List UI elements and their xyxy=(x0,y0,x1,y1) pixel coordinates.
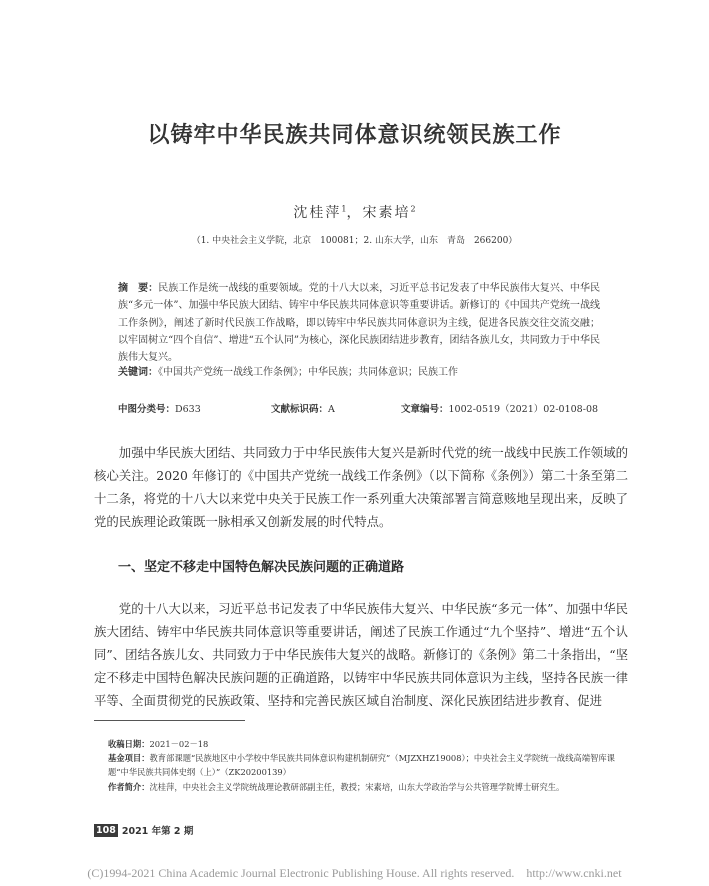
footnote-divider xyxy=(94,720,245,721)
author-line xyxy=(0,202,709,222)
page-number: 108 xyxy=(96,824,116,836)
footnote-author xyxy=(94,780,628,794)
author-separator: ， xyxy=(346,205,363,221)
article-number xyxy=(401,401,598,415)
section-heading: 一、坚定不移走中国特色解决民族问题的正确道路 xyxy=(118,560,405,575)
clc-value: D633 xyxy=(175,404,201,415)
section-paragraph: 党的十八大以来，习近平总书记发表了中华民族伟大复兴、中华民族“多元一体”、加强中华民族大团结、铸牢中华民族共同体意识等重要讲话，阐述了民族工作通过“九个坚持”、增进“五个认同”、团结各族儿女、共同致力于中华民族伟大复兴的战略。新修订的《条例》第二十条指出，“坚定不移走中国特色解决民族问题的正确道路，以铸牢中华民族共同体意识为主线，坚持各民族一律平等、全面贯彻党的民族政策、坚持和完善民族区域自治制度、深化民族团结进步教育、促进 xyxy=(94,601,628,708)
abstract-label: 摘 要： xyxy=(118,283,159,294)
clc-number xyxy=(118,401,201,415)
page-footer xyxy=(94,823,193,837)
footnotes xyxy=(94,737,628,794)
author-name: 宋素培 xyxy=(362,205,411,221)
author-name: 沈桂萍 xyxy=(293,205,342,221)
keywords-text: 《中国共产党统一战线工作条例》；中华民族；共同体意识；民族工作 xyxy=(158,367,458,378)
received-value: 2021－02－18 xyxy=(149,739,209,749)
fund-value: 教育部课题“民族地区中小学校中华民族共同体意识构建机制研究”（MJZXHZ19008）；中央社会主义学院统一战线高端智库课题“中华民族共同体史纲（上）”（ZK20200139） xyxy=(108,753,615,778)
affiliations: （1. 中央社会主义学院，北京 100081；2. 山东大学，山东 青岛 266200） xyxy=(191,236,518,246)
document-code-label: 文献标识码： xyxy=(271,404,329,415)
abstract xyxy=(118,280,600,366)
article-number-label: 文章编号： xyxy=(401,404,449,415)
document-code xyxy=(271,401,335,415)
abstract-text: 民族工作是统一战线的重要领域。党的十八大以来，习近平总书记发表了中华民族伟大复兴、中华民族“多元一体”、加强中华民族大团结、铸牢中华民族共同体意识等重要讲话。新修订的《中国共产党统一战线工作条例》，阐述了新时代民族工作战略，即以铸牢中华民族共同体意识为主线，促进各民族交往交流交融；以牢固树立“四个自信”、增进“五个认同”为核心，深化民族团结进步教育，团结各族儿女，共同致力于中华民族伟大复兴。 xyxy=(118,283,601,364)
document-code-value: A xyxy=(328,404,335,415)
clc-label: 中图分类号： xyxy=(118,404,176,415)
footnote-received xyxy=(94,737,628,751)
intro-paragraph: 加强中华民族大团结、共同致力于中华民族伟大复兴是新时代党的统一战线中民族工作领域的核心关注。2020 年修订的《中国共产党统一战线工作条例》（以下简称《条例》）第二十条至第二十二条，将党的十八大以来党中央关于民族工作一系列重大决策部署言简意赅地呈现出来，反映了党的民族理论政策既一脉相承又创新发展的时代特点。 xyxy=(94,445,628,529)
footnote-fund xyxy=(94,751,628,779)
article-number-value: 1002-0519（2021）02-0108-08 xyxy=(448,404,599,415)
author-bio-label: 作者简介： xyxy=(108,781,150,792)
keywords-label: 关键词： xyxy=(118,367,158,378)
received-label: 收稿日期： xyxy=(108,739,150,749)
article-title: 以铸牢中华民族共同体意识统领民族工作 xyxy=(147,123,562,148)
copyright-notice: (C)1994-2021 China Academic Journal Electronic Publishing House. All rights reserved. http://www.cnki.net xyxy=(87,866,622,880)
fund-label: 基金项目： xyxy=(108,753,150,764)
keywords xyxy=(118,366,600,380)
affiliation-mark: 2 xyxy=(410,204,416,214)
affiliation-mark: 1 xyxy=(341,204,347,214)
issue-label: 2021 年第 2 期 xyxy=(121,826,194,837)
author-bio-value: 沈桂萍，中央社会主义学院统战理论教研部副主任，教授；宋素培，山东大学政治学与公共管理学院博士研究生。 xyxy=(149,781,565,792)
